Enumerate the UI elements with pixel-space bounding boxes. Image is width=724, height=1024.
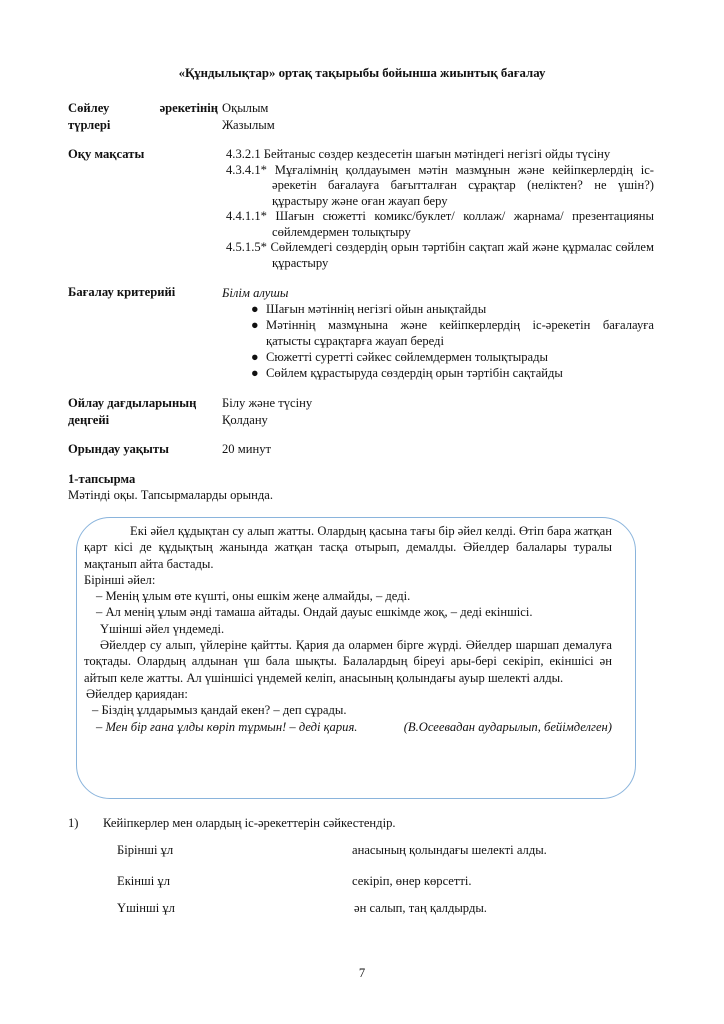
objective-item: 4.5.1.5* Сөйлемдегі сөздердің орын тәртібін сақтап жай және құрмалас сөйлем құрастыру [226, 240, 654, 270]
activity-value: Жазылым [222, 118, 275, 132]
question-number: 1) [68, 816, 79, 830]
criteria-item [222, 349, 654, 365]
thinking-values [222, 395, 654, 429]
time-value: 20 минут [222, 442, 271, 456]
criteria-text: Мәтіннің мазмұнына және кейіпкерлердің іс-әрекетін бағалауға қатысты сұрақтарға жауап береді [266, 318, 654, 348]
bullet-icon: ● [251, 318, 259, 332]
criteria-text: Сөйлем құрастыруда сөздердің орын тәртібін сақтайды [266, 366, 563, 380]
story-paragraph: Бірінші әйел: [84, 572, 156, 587]
page-number: 7 [358, 966, 366, 980]
match-left-item: Екінші ұл [117, 874, 170, 888]
criteria-text: Шағын мәтіннің негізгі ойын анықтайды [266, 302, 487, 316]
bullet-icon: ● [251, 366, 259, 380]
thinking-label-line: Ойлау дағдыларының [68, 396, 197, 410]
thinking-label [68, 395, 218, 429]
question-text: Кейіпкерлер мен олардың іс-әрекеттерін сәйкестендір. [103, 816, 396, 830]
match-right-item: ән салып, таң қалдырды. [354, 901, 487, 915]
bullet-icon: ● [251, 302, 259, 316]
objective-item: 4.3.4.1* Мұғалімнің қолдауымен мәтін мазмұнын және кейіпкерлердің іс-әрекетін бағалауға бағытталған сұрақтар (неліктен? не үшін?) құрастыру және оған жауап беру [226, 162, 654, 208]
criteria-label: Бағалау критерийі [68, 285, 176, 299]
criteria-intro: Білім алушы [222, 286, 289, 300]
match-left-item: Үшінші ұл [117, 901, 175, 915]
activity-label-word-2: әрекетінің [159, 101, 218, 115]
objectives-label: Оқу мақсаты [68, 147, 145, 161]
criteria-item [222, 365, 654, 381]
story-paragraph: Үшінші әйел үндемеді. [100, 621, 225, 636]
thinking-value: Білу және түсіну [222, 396, 313, 410]
bullet-icon: ● [251, 350, 259, 364]
story-paragraph: – Ал менің ұлым әнді тамаша айтады. Ондай дауыс ешкімде жоқ, – деді екіншісі. [96, 605, 533, 620]
thinking-value: Қолдану [222, 413, 268, 427]
activity-value: Оқылым [222, 101, 269, 115]
match-right-item: секіріп, өнер көрсетті. [352, 874, 472, 888]
story-paragraph: – Менің ұлым өте күшті, оны ешкім жеңе алмайды, – деді. [96, 589, 411, 604]
activity-values [222, 100, 654, 134]
criteria-text: Сюжетті суретті сәйкес сөйлемдермен толықтырады [266, 350, 548, 364]
page-title: «Құндылықтар» ортақ тақырыбы бойынша жиынтық бағалау [178, 66, 546, 80]
criteria-item [222, 301, 654, 317]
activity-label-word-3: түрлері [68, 118, 111, 132]
story-paragraph: – Мен бір ғана ұлды көріп тұрмын! – деді қария. [96, 719, 358, 734]
criteria-list [222, 285, 654, 381]
activity-label [68, 100, 218, 134]
story-paragraph: Әйелдер қариядан: [86, 686, 188, 701]
time-label: Орындау уақыты [68, 442, 169, 456]
story-paragraph: Әйелдер су алып, үйлеріне қайтты. Қария да олармен бірге жүрді. Әйелдер шаршап демалуға тоқтады. Олардың алдынан үш бала шықты. Балалардың біреуі ары-бері секіріп, екіншісі ән айтып келе жатты. Ал үшіншісі үндемей келіп, анасының қолындағы ауыр шелекті алды. [84, 638, 612, 685]
objective-item: 4.4.1.1* Шағын сюжетті комикс/буклет/ коллаж/ жарнама/ презентацияны сөйлемдермен толықтыру [226, 209, 654, 239]
story-paragraph: – Біздің ұлдарымыз қандай екен? – деп сұрады. [92, 703, 347, 718]
story-source: (В.Осеевадан аударылып, бейімделген) [403, 719, 612, 734]
task-heading: 1-тапсырма [68, 472, 136, 486]
task-instruction: Мәтінді оқы. Тапсырмаларды орында. [68, 488, 274, 502]
objectives-list [226, 147, 654, 271]
match-right-item: анасының қолындағы шелекті алды. [352, 843, 547, 857]
activity-label-word-1: Сөйлеу [68, 101, 110, 115]
criteria-item [222, 317, 654, 349]
story-paragraph: Екі әйел құдықтан су алып жатты. Олардың қасына тағы бір әйел келді. Өтіп бара жатқан қарт кісі де құдықтың жанында жатқан тасқа отырып, демалды. Әйелдер балалары туралы мақтанып айта бастады. [84, 524, 612, 571]
thinking-label-line: деңгейі [68, 413, 110, 427]
objective-item: 4.3.2.1 Бейтаныс сөздер кездесетін шағын мәтіндегі негізгі ойды түсіну [226, 147, 611, 161]
story-text [84, 523, 612, 735]
match-left-item: Бірінші ұл [117, 843, 174, 857]
